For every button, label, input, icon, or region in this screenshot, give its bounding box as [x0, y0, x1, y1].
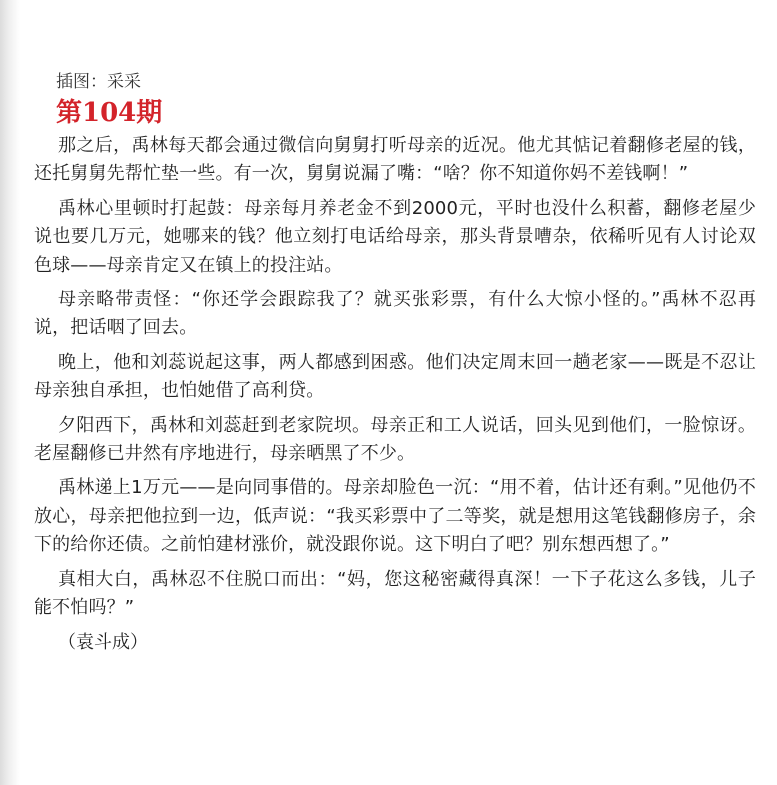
paragraph-5: 夕阳西下，禹林和刘蕊赶到老家院坝。母亲正和工人说话，回头见到他们，一脸惊讶。老屋翻修已井然有序地进行，母亲晒黑了不少。: [34, 414, 756, 465]
paragraph-7: 真相大白，禹林忍不住脱口而出：“妈，您这秘密藏得真深！一下子花这么多钱，儿子能不怕吗？”: [34, 568, 756, 619]
article: [34, 68, 756, 657]
paragraph-2: 禹林心里顿时打起鼓：母亲每月养老金不到2000元，平时也没什么积蓄，翻修老屋少说也要几万元，她哪来的钱？他立刻打电话给母亲，那头背景嘈杂，依稀听见有人讨论双色球——母亲肯定又在镇上的投注站。: [34, 197, 756, 276]
author-byline: （袁斗成）: [58, 631, 148, 653]
paragraph-1: 那之后，禹林每天都会通过微信向舅舅打听母亲的近况。他尤其惦记着翻修老屋的钱，还托舅舅先帮忙垫一些。有一次，舅舅说漏了嘴：“啥？你不知道你妈不差钱啊！”: [34, 135, 756, 185]
paragraph-3: 母亲略带责怪：“你还学会跟踪我了？就买张彩票，有什么大惊小怪的。”禹林不忍再说，把话咽了回去。: [34, 289, 756, 339]
page-edge-shadow: [0, 0, 20, 785]
illustrator-credit: 插图：采采: [56, 72, 141, 92]
paragraph-4: 晚上，他和刘蕊说起这事，两人都感到困惑。他们决定周末回一趟老家——既是不忍让母亲独自承担，也怕她借了高利贷。: [34, 351, 756, 402]
issue-title: 第104期: [56, 98, 163, 128]
paragraph-6: 禹林递上1万元——是向同事借的。母亲却脸色一沉：“用不着，估计还有剩。”见他仍不放心，母亲把他拉到一边，低声说：“我买彩票中了二等奖，就是想用这笔钱翻修房子，余下的给你还债。之前怕建材涨价，就没跟你说。这下明白了吧？别东想西想了。”: [34, 477, 756, 556]
